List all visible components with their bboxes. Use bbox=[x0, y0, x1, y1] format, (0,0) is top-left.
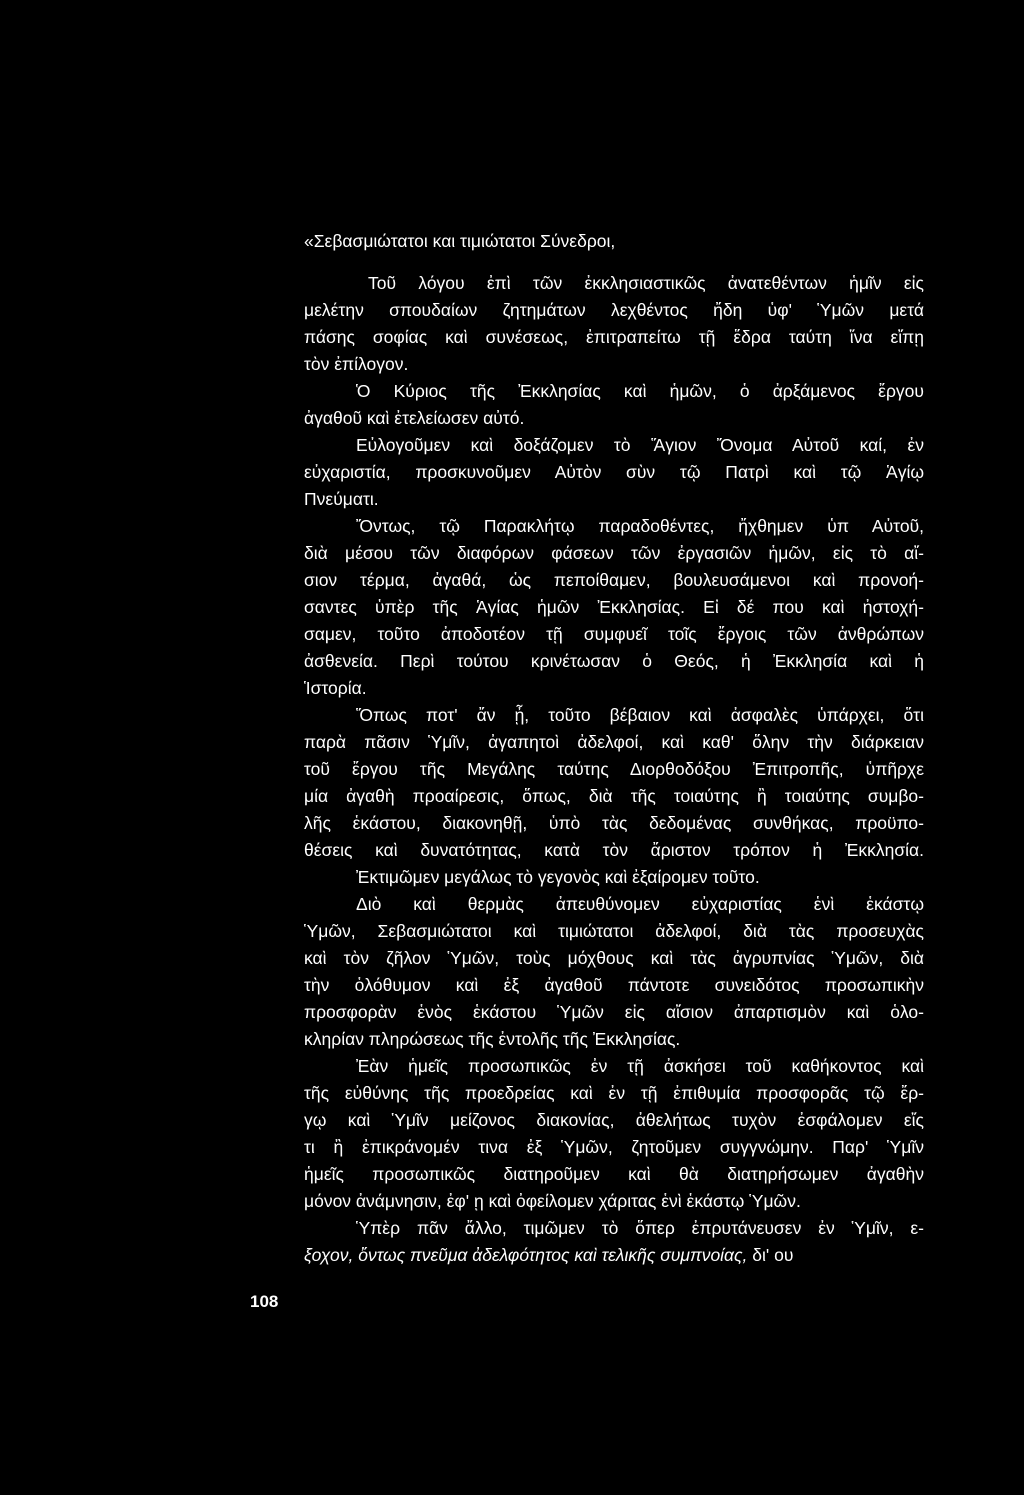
text-line: προσφορὰν ἑνὸς ἑκάστου Ὑμῶν εἰς αἴσιον ἀπαρτισμὸν καὶ ὁλο- bbox=[304, 1002, 924, 1022]
text-line: κληρίαν πληρώσεως τῆς ἐντολῆς τῆς Ἐκκλησίας. bbox=[304, 1029, 681, 1049]
text-line: καὶ τὸν ζῆλον Ὑμῶν, τοὺς μόχθους καὶ τὰς ἀγρυπνίας Ὑμῶν, διὰ bbox=[304, 948, 924, 968]
text-line: Ὁ Κύριος τῆς Ἐκκλησίας καὶ ἡμῶν, ὁ ἀρξάμενος ἔργου bbox=[356, 381, 924, 401]
text-line: τοῦ ἔργου τῆς Μεγάλης ταύτης Διορθοδόξου Ἐπιτροπῆς, ὑπῆρχε bbox=[304, 759, 924, 779]
text-line: Ἐὰν ἡμεῖς προσωπικῶς ἐν τῇ ἀσκήσει τοῦ καθήκοντος καὶ bbox=[356, 1056, 924, 1076]
text-line: Πνεύματι. bbox=[304, 489, 379, 509]
text-line: τι ἢ ἐπικράνομέν τινα ἐξ Ὑμῶν, ζητοῦμεν συγγνώμην. Παρ' Ὑμῖν bbox=[304, 1137, 924, 1157]
text-line: γῳ καὶ Ὑμῖν μείζονος διακονίας, ἀθελήτως τυχὸν ἐσφάλομεν εἴς bbox=[304, 1110, 924, 1130]
text-line: πάσης σοφίας καὶ συνέσεως, ἐπιτραπείτω τῇ ἕδρα ταύτη ἵνα εἴπῃ bbox=[304, 327, 924, 347]
text-line: λῆς ἑκάστου, διακονηθῇ, ὑπὸ τὰς δεδομένας συνθήκας, προϋπο- bbox=[304, 813, 924, 833]
text-line: ἡμεῖς προσωπικῶς διατηροῦμεν καὶ θὰ διατηρήσωμεν ἀγαθὴν bbox=[304, 1164, 924, 1184]
text-line: Ὅπως ποτ' ἄν ᾖ, τοῦτο βέβαιον καὶ ἀσφαλὲς ὑπάρχει, ὅτι bbox=[356, 705, 924, 725]
text-line bbox=[304, 1242, 924, 1269]
text-line: Τοῦ λόγου ἐπὶ τῶν ἐκκλησιαστικῶς ἀνατεθέντων ἡμῖν εἰς bbox=[368, 273, 924, 293]
text-line: μελέτην σπουδαίων ζητημάτων λεχθέντος ἤδη ὑφ' Ὑμῶν μετά bbox=[304, 300, 924, 320]
text-line: σιον τέρμα, ἀγαθά, ὡς πεποίθαμεν, βουλευσάμενοι καὶ προνοή- bbox=[304, 570, 924, 590]
text-line: Ἐκτιμῶμεν μεγάλως τὸ γεγονὸς καὶ ἐξαίρομεν τοῦτο. bbox=[356, 867, 760, 887]
text-line: μία ἀγαθὴ προαίρεσις, ὅπως, διὰ τῆς τοιαύτης ἢ τοιαύτης συμβο- bbox=[304, 786, 924, 806]
page-number: 108 bbox=[250, 1292, 279, 1311]
text-line: Διὸ καὶ θερμὰς ἀπευθύνομεν εὐχαριστίας ἑνὶ ἑκάστῳ bbox=[356, 894, 924, 914]
text-line: τὴν ὁλόθυμον καὶ ἐξ ἀγαθοῦ πάντοτε συνειδότος προσωπικὴν bbox=[304, 975, 924, 995]
text-line: ἀγαθοῦ καὶ ἐτελείωσεν αὐτό. bbox=[304, 408, 525, 428]
text-line: Εὐλογοῦμεν καὶ δοξάζομεν τὸ Ἅγιον Ὄνομα Αὐτοῦ καί, ἐν bbox=[356, 435, 924, 455]
text-line: μόνον ἀνάμνησιν, ἐφ' ῃ καὶ ὀφείλομεν χάριτας ἑνὶ ἑκάστῳ Ὑμῶν. bbox=[304, 1191, 801, 1211]
text-line: τῆς εὐθύνης τῆς προεδρείας καὶ ἐν τῇ ἐπιθυμία προσφορᾶς τῷ ἔρ- bbox=[304, 1083, 924, 1103]
text-line: θέσεις καὶ δυνατότητας, κατὰ τὸν ἄριστον τρόπον ἡ Ἐκκλησία. bbox=[304, 840, 924, 860]
text-line: ἀσθενεία. Περὶ τούτου κρινέτωσαν ὁ Θεός, ἡ Ἐκκλησία καὶ ἡ bbox=[304, 651, 924, 671]
text-line: Ὑμῶν, Σεβασμιώτατοι καὶ τιμιώτατοι ἀδελφοί, διὰ τὰς προσευχὰς bbox=[304, 921, 924, 941]
text-line: Ἱστορία. bbox=[304, 678, 367, 698]
text-line: εὐχαριστία, προσκυνοῦμεν Αὐτὸν σὺν τῷ Πατρὶ καὶ τῷ Ἁγίῳ bbox=[304, 462, 924, 482]
text-line: Ὄντως, τῷ Παρακλήτῳ παραδοθέντες, ἤχθημεν ὑπ Αὐτοῦ, bbox=[356, 516, 924, 536]
text-line: τὸν ἐπίλογον. bbox=[304, 354, 409, 374]
salutation-line: «Σεβασμιώτατοι και τιμιώτατοι Σύνεδροι, bbox=[304, 231, 616, 251]
italic-phrase: ξοχον, ὄντως πνεῦμα ἀδελφότητος καὶ τελικῆς συμπνοίας, bbox=[304, 1245, 748, 1265]
text-line: παρὰ πᾶσιν Ὑμῖν, ἀγαπητοὶ ἀδελφοί, καὶ καθ' ὅλην τὴν διάρκειαν bbox=[304, 732, 924, 752]
text-line: διὰ μέσου τῶν διαφόρων φάσεων τῶν ἐργασιῶν ἡμῶν, εἰς τὸ αἴ- bbox=[304, 543, 924, 563]
text-line: σαντες ὑπὲρ τῆς Ἁγίας ἡμῶν Ἐκκλησίας. Εἰ δέ που καὶ ἠστοχή- bbox=[304, 597, 924, 617]
text-line-end: δι' ου bbox=[747, 1245, 794, 1265]
text-line: σαμεν, τοῦτο ἀποδοτέον τῇ συμφυεῖ τοῖς ἔργοις τῶν ἀνθρώπων bbox=[304, 624, 924, 644]
page-body-text bbox=[304, 228, 924, 1269]
text-line: Ὑπὲρ πᾶν ἄλλο, τιμῶμεν τὸ ὅπερ ἐπρυτάνευσεν ἐν Ὑμῖν, ε- bbox=[356, 1218, 924, 1238]
